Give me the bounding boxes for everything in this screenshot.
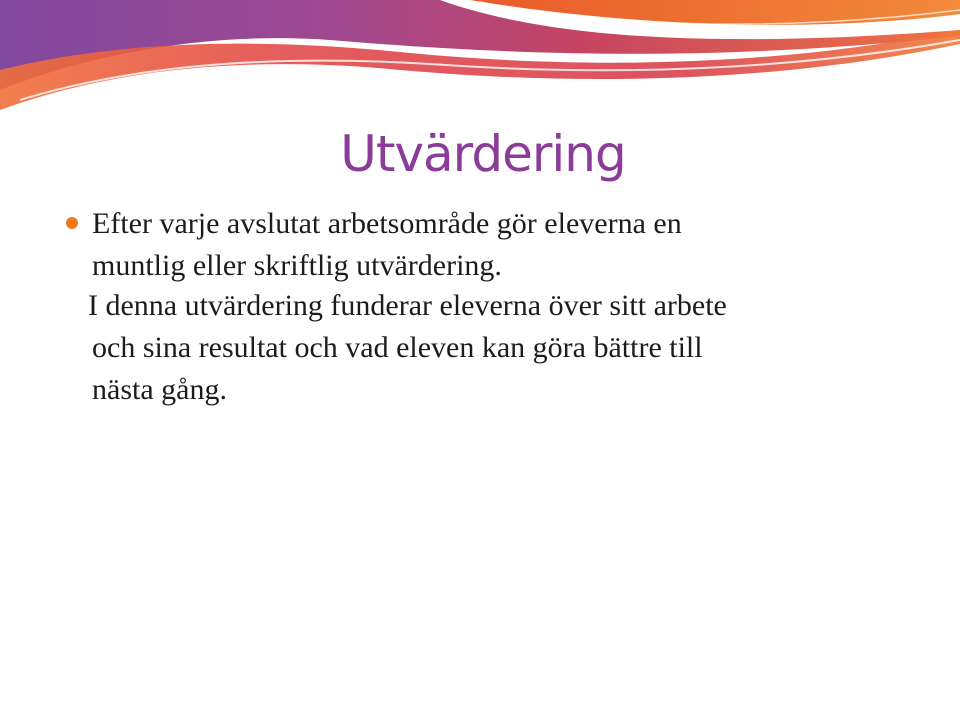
paragraph-line-3: nästa gång. [92,373,227,406]
bullet-line-2: muntlig eller skriftlig utvärdering. [92,249,502,282]
paragraph-line-2: och sina resultat och vad eleven kan göra bättre till [92,331,703,364]
paragraph-line-1: I denna utvärdering funderar eleverna över sitt arbete [88,289,727,322]
slide-title: Utvärdering [340,125,626,183]
content-list [60,203,890,411]
bullet-dot-icon [66,217,78,229]
bullet-line-1: Efter varje avslutat arbetsområde gör eleverna en [92,207,682,240]
header-swoosh-decoration [0,0,960,120]
bullet-item [60,203,890,287]
paragraph [60,285,890,411]
